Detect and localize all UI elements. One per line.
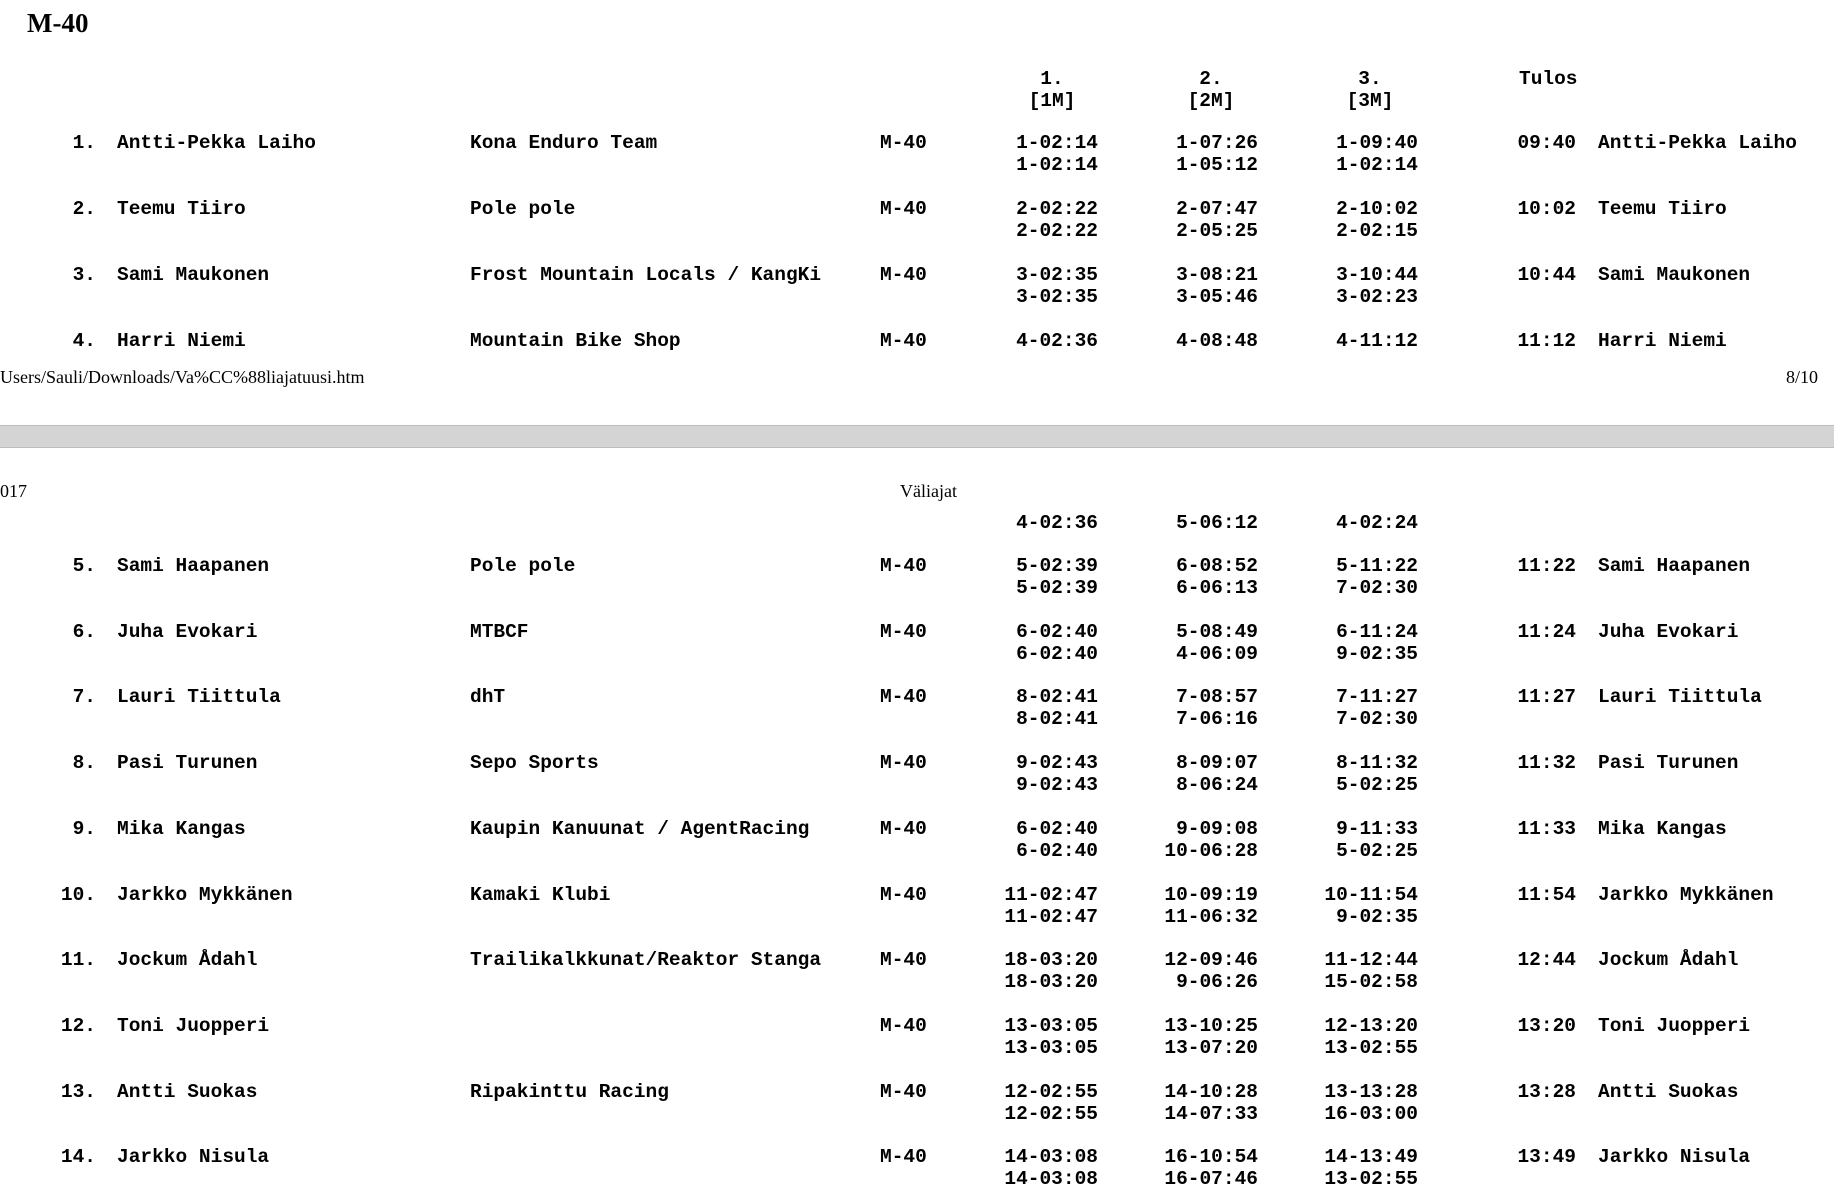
split1-cumulative: 9-02:43 [1016,752,1098,775]
class: M-40 [880,883,927,906]
result-time: 11:54 [1517,883,1576,906]
split2-cumulative: 4-08:48 [1176,330,1258,352]
rider-name-repeat: Lauri Tiittula [1598,686,1762,709]
split1-cumulative: 11-02:47 [1004,883,1098,906]
class: M-40 [880,686,927,709]
rider-name: Harri Niemi [117,330,246,352]
split3-stage: 15-02:58 [1324,971,1418,994]
split1-cumulative: 6-02:40 [1016,817,1098,840]
split3-stage: 7-02:30 [1336,577,1418,599]
split3-cumulative: 5-11:22 [1336,555,1418,577]
split3-stage: 5-02:25 [1336,839,1418,862]
split1-stage: 12-02:55 [1004,1102,1098,1125]
split2-cumulative: 13-10:25 [1164,1014,1258,1037]
result-row [0,132,1834,176]
class: M-40 [880,752,927,775]
split1-stage: 8-02:41 [1016,708,1098,731]
result-time: 11:33 [1517,817,1576,840]
rank: 10. [60,883,96,906]
rider-name-repeat: Jarkko Nisula [1598,1146,1751,1169]
rider-name: Juha Evokari [117,620,258,643]
club-name: Kona Enduro Team [470,132,658,154]
split3-stage: 16-03:00 [1324,1102,1418,1125]
result-time: 11:22 [1517,555,1576,577]
split3-cumulative: 14-13:49 [1324,1146,1418,1169]
split2-cumulative: 8-09:07 [1176,752,1258,775]
carry-over-split-2: 5-06:12 [1176,512,1258,534]
result-time: 12:44 [1517,949,1576,972]
split3-cumulative: 6-11:24 [1336,620,1418,643]
split3-stage: 7-02:30 [1336,708,1418,731]
rider-name-repeat: Teemu Tiiro [1598,198,1727,220]
class: M-40 [880,555,927,577]
rider-name: Antti-Pekka Laiho [117,132,316,154]
split3-stage: 1-02:14 [1336,154,1418,176]
split1-cumulative: 18-03:20 [1004,949,1098,972]
result-time: 10:02 [1517,198,1576,220]
club-name: Trailikalkkunat/Reaktor Stanga [470,949,822,972]
rider-name-repeat: Antti Suokas [1598,1080,1739,1103]
rank: 11. [60,949,96,972]
rider-name-repeat: Pasi Turunen [1598,752,1739,775]
split1-stage: 9-02:43 [1016,774,1098,797]
result-time: 09:40 [1517,132,1576,154]
club-name: Pole pole [470,555,576,577]
split2-stage: 13-07:20 [1164,1036,1258,1059]
result-time: 11:24 [1517,620,1576,643]
split2-stage: 11-06:32 [1164,905,1258,928]
result-row [0,1015,1834,1059]
split1-cumulative: 3-02:35 [1016,264,1098,286]
header-s3-number: 3. [1358,68,1382,90]
split3-cumulative: 4-11:12 [1336,330,1418,352]
rider-name: Sami Haapanen [117,555,270,577]
rider-name: Teemu Tiiro [117,198,246,220]
split1-stage: 14-03:08 [1004,1168,1098,1191]
split1-cumulative: 4-02:36 [1016,330,1098,352]
rider-name-repeat: Sami Maukonen [1598,264,1751,286]
rank: 13. [60,1080,96,1103]
rider-name-repeat: Jockum Ådahl [1598,949,1739,972]
rider-name-repeat: Jarkko Mykkänen [1598,883,1774,906]
result-row [0,949,1834,993]
split2-stage: 14-07:33 [1164,1102,1258,1125]
class: M-40 [880,620,927,643]
split2-stage: 10-06:28 [1164,839,1258,862]
class: M-40 [880,1014,927,1037]
result-row [0,686,1834,730]
club-name: Kamaki Klubi [470,883,611,906]
split1-cumulative: 14-03:08 [1004,1146,1098,1169]
rider-name: Sami Maukonen [117,264,270,286]
split3-cumulative: 10-11:54 [1324,883,1418,906]
split3-stage: 5-02:25 [1336,774,1418,797]
footer-file-path: Users/Sauli/Downloads/Va%CC%88liajatuusi.htm [0,367,365,387]
split3-cumulative: 2-10:02 [1336,198,1418,220]
class: M-40 [880,1080,927,1103]
club-name: Pole pole [470,198,576,220]
result-time: 11:32 [1517,752,1576,775]
result-time: 13:49 [1517,1146,1576,1169]
class: M-40 [880,817,927,840]
split2-cumulative: 10-09:19 [1164,883,1258,906]
page-separator [0,425,1834,448]
result-row [0,818,1834,862]
split3-stage: 2-02:15 [1336,220,1418,242]
split2-cumulative: 6-08:52 [1176,555,1258,577]
split2-cumulative: 12-09:46 [1164,949,1258,972]
footer-page-number: 8/10 [1785,367,1818,387]
header-date-fragment: 017 [0,481,27,501]
split1-stage: 2-02:22 [1016,220,1098,242]
split1-stage: 18-03:20 [1004,971,1098,994]
split1-stage: 1-02:14 [1016,154,1098,176]
split2-stage: 1-05:12 [1176,154,1258,176]
split2-stage: 16-07:46 [1164,1168,1258,1191]
rank: 4. [72,330,96,352]
rank: 5. [72,555,96,577]
split1-stage: 6-02:40 [1016,642,1098,665]
split3-cumulative: 3-10:44 [1336,264,1418,286]
rider-name: Toni Juopperi [117,1014,270,1037]
split2-cumulative: 1-07:26 [1176,132,1258,154]
split3-stage: 13-02:55 [1324,1036,1418,1059]
rider-name: Jarkko Mykkänen [117,883,293,906]
rider-name-repeat: Harri Niemi [1598,330,1727,352]
split2-cumulative: 7-08:57 [1176,686,1258,709]
split1-cumulative: 5-02:39 [1016,555,1098,577]
header-s1-tag: [1M] [1028,90,1076,112]
split1-cumulative: 6-02:40 [1016,620,1098,643]
rider-name: Lauri Tiittula [117,686,281,709]
rank: 1. [72,132,96,154]
split2-stage: 4-06:09 [1176,642,1258,665]
club-name: Kaupin Kanuunat / AgentRacing [470,817,810,840]
header-s1-number: 1. [1040,68,1064,90]
club-name: MTBCF [470,620,529,643]
header-s2-tag: [2M] [1187,90,1235,112]
result-time: 13:28 [1517,1080,1576,1103]
split1-stage: 6-02:40 [1016,839,1098,862]
result-row [0,198,1834,242]
header-s3-tag: [3M] [1346,90,1394,112]
rank: 12. [60,1014,96,1037]
split3-stage: 3-02:23 [1336,286,1418,308]
rank: 9. [72,817,96,840]
class: M-40 [880,330,927,352]
club-name: Mountain Bike Shop [470,330,681,352]
split1-cumulative: 1-02:14 [1016,132,1098,154]
split3-stage: 13-02:55 [1324,1168,1418,1191]
page-title: M-40 [27,8,89,38]
split3-cumulative: 7-11:27 [1336,686,1418,709]
split2-cumulative: 5-08:49 [1176,620,1258,643]
rider-name: Pasi Turunen [117,752,258,775]
result-time: 13:20 [1517,1014,1576,1037]
club-name: Sepo Sports [470,752,599,775]
club-name: Ripakinttu Racing [470,1080,669,1103]
rider-name: Antti Suokas [117,1080,258,1103]
class: M-40 [880,264,927,286]
class: M-40 [880,949,927,972]
split2-stage: 6-06:13 [1176,577,1258,599]
split3-cumulative: 9-11:33 [1336,817,1418,840]
split2-cumulative: 9-09:08 [1176,817,1258,840]
split3-stage: 9-02:35 [1336,905,1418,928]
result-row [0,264,1834,308]
result-row [0,621,1834,665]
split1-cumulative: 8-02:41 [1016,686,1098,709]
split3-cumulative: 12-13:20 [1324,1014,1418,1037]
split1-cumulative: 12-02:55 [1004,1080,1098,1103]
carry-over-split-3: 4-02:24 [1336,512,1418,534]
split3-cumulative: 13-13:28 [1324,1080,1418,1103]
rider-name-repeat: Antti-Pekka Laiho [1598,132,1797,154]
split1-cumulative: 2-02:22 [1016,198,1098,220]
header-document-title: Väliajat [900,481,957,501]
rider-name-repeat: Toni Juopperi [1598,1014,1751,1037]
result-row [0,1146,1834,1190]
result-time: 10:44 [1517,264,1576,286]
result-time: 11:27 [1517,686,1576,709]
split2-stage: 2-05:25 [1176,220,1258,242]
rider-name-repeat: Mika Kangas [1598,817,1727,840]
split1-stage: 5-02:39 [1016,577,1098,599]
carry-over-split-1: 4-02:36 [1016,512,1098,534]
split2-stage: 8-06:24 [1176,774,1258,797]
header-s2-number: 2. [1199,68,1223,90]
result-row [0,884,1834,928]
result-row [0,1081,1834,1125]
split2-cumulative: 3-08:21 [1176,264,1258,286]
split1-stage: 11-02:47 [1004,905,1098,928]
split2-cumulative: 16-10:54 [1164,1146,1258,1169]
rider-name: Jockum Ådahl [117,949,258,972]
rider-name: Mika Kangas [117,817,246,840]
class: M-40 [880,1146,927,1169]
rank: 14. [60,1146,96,1169]
split2-cumulative: 14-10:28 [1164,1080,1258,1103]
rank: 3. [72,264,96,286]
club-name: dhT [470,686,506,709]
print-page-2 [0,448,1834,1200]
rider-name: Jarkko Nisula [117,1146,270,1169]
split3-cumulative: 11-12:44 [1324,949,1418,972]
result-row [0,555,1834,599]
split3-cumulative: 8-11:32 [1336,752,1418,775]
split1-cumulative: 13-03:05 [1004,1014,1098,1037]
split2-cumulative: 2-07:47 [1176,198,1258,220]
split1-stage: 13-03:05 [1004,1036,1098,1059]
split2-stage: 3-05:46 [1176,286,1258,308]
rank: 7. [72,686,96,709]
rider-name-repeat: Sami Haapanen [1598,555,1751,577]
split3-stage: 9-02:35 [1336,642,1418,665]
print-page-1 [0,0,1834,425]
rider-name-repeat: Juha Evokari [1598,620,1739,643]
class: M-40 [880,132,927,154]
result-time: 11:12 [1517,330,1576,352]
club-name: Frost Mountain Locals / KangKi [470,264,822,286]
header-tulos: Tulos [1519,68,1578,90]
rank: 8. [72,752,96,775]
split1-stage: 3-02:35 [1016,286,1098,308]
split3-cumulative: 1-09:40 [1336,132,1418,154]
result-row [0,752,1834,796]
rank: 2. [72,198,96,220]
class: M-40 [880,198,927,220]
split2-stage: 7-06:16 [1176,708,1258,731]
rank: 6. [72,620,96,643]
split2-stage: 9-06:26 [1176,971,1258,994]
